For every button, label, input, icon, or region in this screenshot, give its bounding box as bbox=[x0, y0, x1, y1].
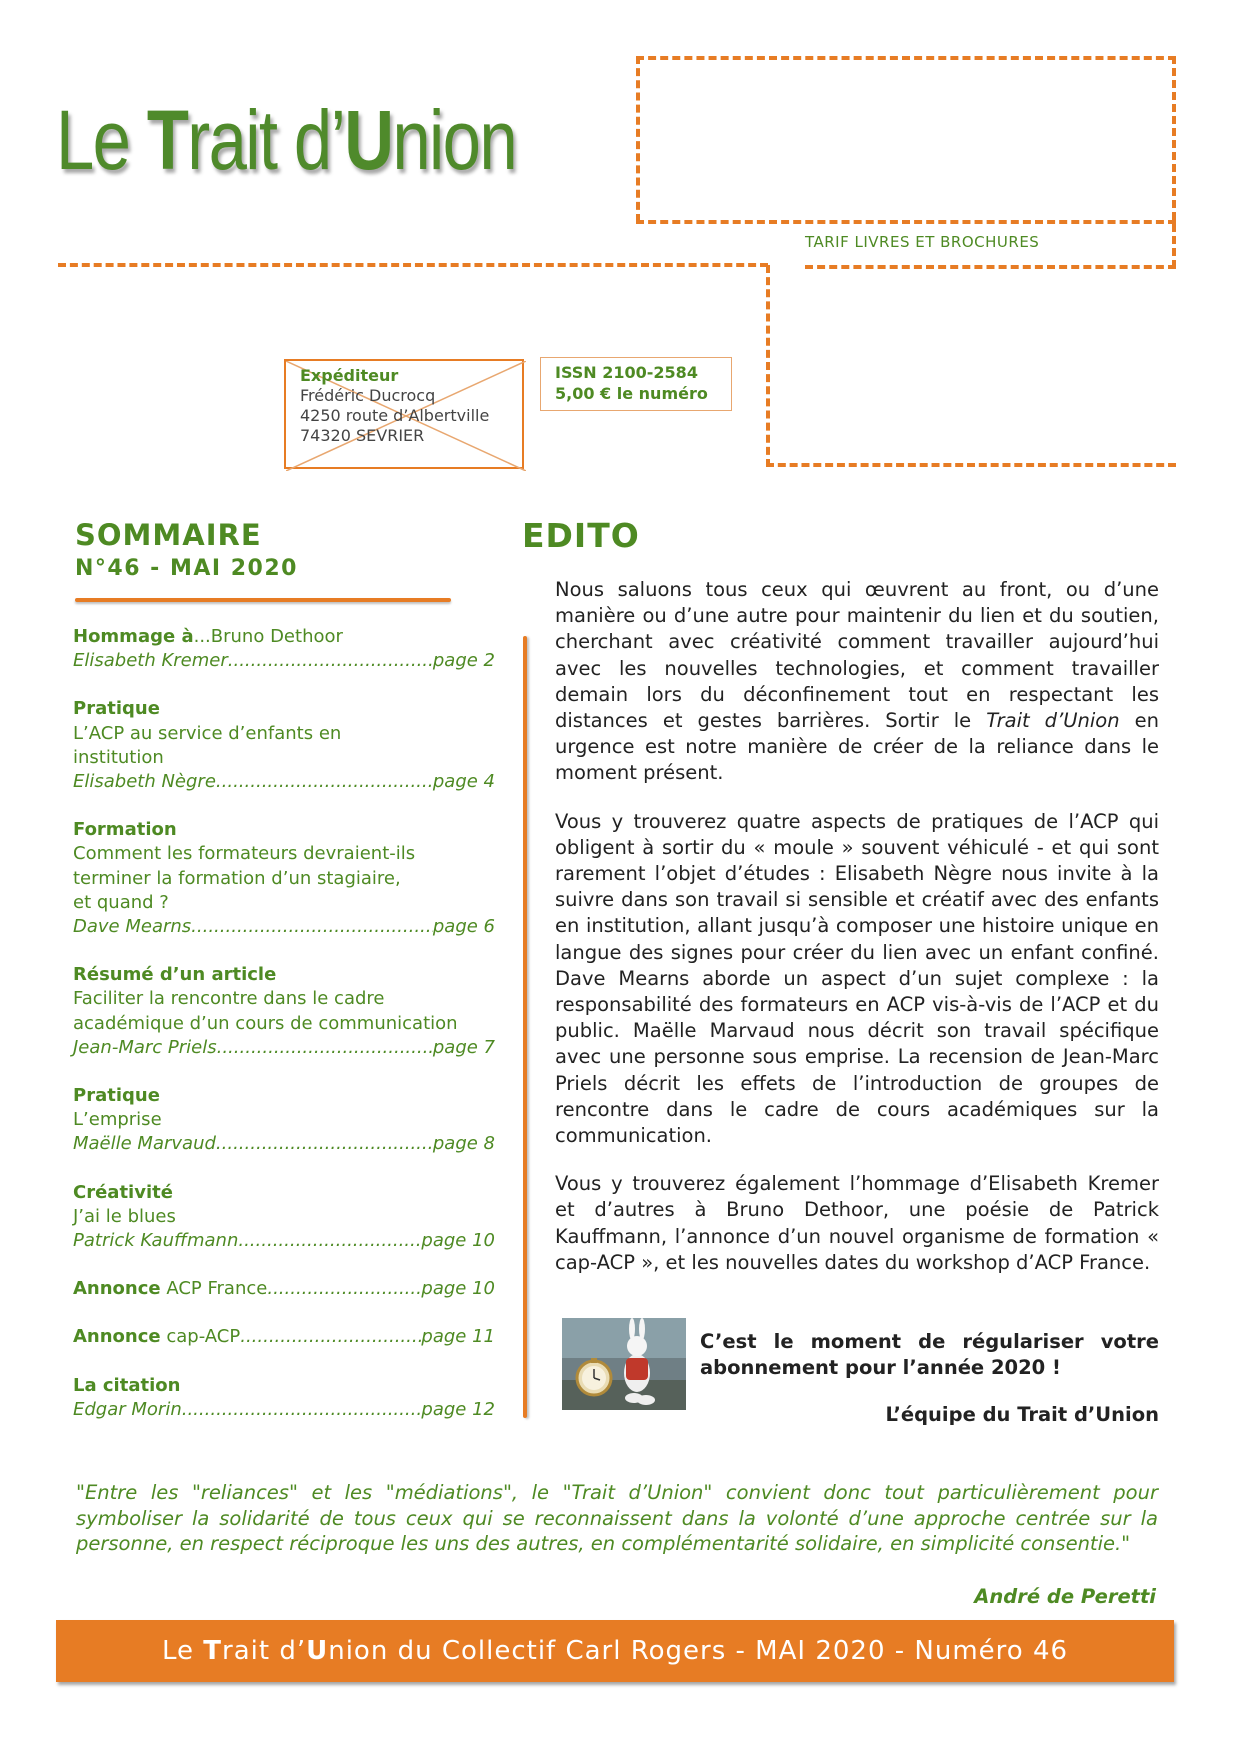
toc-title: et quand ? bbox=[73, 891, 169, 913]
edito-signature: L’équipe du Trait d’Union bbox=[885, 1403, 1159, 1426]
citation-author: André de Peretti bbox=[974, 1585, 1156, 1608]
toc-page: page 6 bbox=[432, 916, 495, 938]
sender-address bbox=[300, 366, 489, 446]
issue-price: 5,00 € le numéro bbox=[555, 384, 708, 403]
sommaire-title: SOMMAIRE bbox=[75, 518, 262, 552]
toc-author: Maëlle Marvaud bbox=[73, 1133, 216, 1155]
toc-entry bbox=[73, 1084, 495, 1157]
toc-title: académique d’un cours de communication bbox=[73, 1012, 458, 1034]
sender-label: Expéditeur bbox=[300, 366, 399, 385]
toc-section: Résumé d’un article bbox=[73, 964, 277, 986]
sender-street: 4250 route d’Albertville bbox=[300, 406, 490, 425]
toc-page: page 4 bbox=[432, 771, 495, 793]
toc-title: ...Bruno Dethoor bbox=[193, 626, 343, 647]
citation-quote: "Entre les "reliances" et les "médiations", le "Trait d’Union" convient donc tout particulièrement pour symboliser la solidarité de tous ceux qui se reconnaissent dans la volonté d’une approche centrée sur la personne, en respect réciproque les uns des autres, en complémentarité solidaire, en simplicité consentie." bbox=[76, 1481, 1158, 1555]
toc-title: ACP France bbox=[160, 1278, 268, 1300]
toc-entry bbox=[73, 1374, 495, 1422]
toc-author: Jean-Marc Priels bbox=[73, 1036, 217, 1058]
toc-author: Elisabeth Nègre bbox=[73, 771, 216, 793]
sender-name: Frédéric Ducrocq bbox=[300, 386, 436, 405]
sender-city: 74320 SEVRIER bbox=[300, 426, 425, 445]
toc-entry bbox=[73, 1277, 495, 1301]
dashed-frame-bottom bbox=[766, 463, 1176, 467]
toc-section: Formation bbox=[73, 819, 177, 841]
toc-title: L’emprise bbox=[73, 1109, 162, 1131]
toc-section: Annonce bbox=[73, 1326, 161, 1348]
toc-section: Annonce bbox=[73, 1278, 161, 1300]
dashed-frame-right bbox=[1172, 56, 1176, 268]
toc-page: page 2 bbox=[432, 650, 495, 672]
edito-title: EDITO bbox=[522, 516, 640, 555]
column-divider bbox=[523, 636, 527, 1418]
toc-page: page 8 bbox=[432, 1133, 495, 1155]
dashed-frame-lower-left bbox=[766, 265, 770, 467]
edito-paragraph: Vous y trouverez quatre aspects de pratiques de l’ACP qui obligent à sortir du « moule » souvent véhiculé - et qui sont rarement l’objet d’études : Elisabeth Nègre nous invite à la suivre dans son travail si sensible et créatif avec des enfants en institution, allant jusqu’à composer une histoire unique en langue des signes pour créer du lien avec un enfant confiné. Dave Mearns aborde un aspect d’un sujet complexe : la responsabilité des formateurs en ACP vis-à-vis de l’ACP et du public. Maëlle Marvaud nous décrit son travail spécifique avec une personne sous emprise. La recension de Jean-Marc Priels décrit les effets de l’introduction de groupes de rencontre dans le cadre de cours académiques sur la communication. bbox=[555, 809, 1159, 1148]
issn-number: ISSN 2100-2584 bbox=[555, 363, 698, 382]
toc-author: Edgar Morin bbox=[73, 1398, 182, 1420]
issn-box bbox=[540, 357, 732, 411]
dashed-line-top-left bbox=[58, 263, 768, 267]
toc-title: institution bbox=[73, 746, 164, 768]
table-of-contents bbox=[73, 625, 495, 1446]
white-rabbit-illustration bbox=[562, 1318, 686, 1410]
toc-title: Comment les formateurs devraient-ils bbox=[73, 843, 416, 865]
dashed-frame-middle bbox=[636, 220, 1176, 224]
toc-author: Elisabeth Kremer bbox=[73, 650, 228, 672]
toc-entry bbox=[73, 963, 495, 1060]
toc-title: cap-ACP bbox=[160, 1326, 241, 1348]
toc-section: Pratique bbox=[73, 698, 160, 720]
toc-section: La citation bbox=[73, 1374, 181, 1396]
edito-paragraph: Vous y trouverez également l’hommage d’Elisabeth Kremer et d’autres à Bruno Dethoor, une poésie de Patrick Kauffmann, l’annonce d’un nouvel organisme de formation « cap-ACP », et les nouvelles dates du workshop d’ACP France. bbox=[555, 1172, 1159, 1274]
toc-entry bbox=[73, 1181, 495, 1254]
toc-page: page 10 bbox=[421, 1278, 495, 1300]
toc-entry bbox=[73, 625, 495, 673]
toc-title: Faciliter la rencontre dans le cadre bbox=[73, 988, 385, 1010]
toc-entry bbox=[73, 818, 495, 939]
footer-banner: Le Trait d’Union du Collectif Carl Rogers - MAI 2020 - Numéro 46 bbox=[56, 1620, 1174, 1682]
toc-section: Pratique bbox=[73, 1085, 160, 1107]
toc-page: page 12 bbox=[421, 1398, 495, 1420]
toc-title: terminer la formation d’un stagiaire, bbox=[73, 867, 401, 889]
edito-paragraph: Nous saluons tous ceux qui œuvrent au front, ou d’une manière ou d’une autre pour maintenir du lien et du soutien, cherchant avec créativité comment travailler aujourd’hui avec les nouvelles technologies, et comment travailler demain lors du déconfinement tout en respectant les distances et gestes barrières. Sortir le Trait d’Union en urgence est notre manière de créer de la reliance dans le moment présent. bbox=[555, 578, 1160, 785]
subscription-reminder: C’est le moment de régulariser votre abonnement pour l’année 2020 ! bbox=[700, 1330, 1159, 1379]
dashed-frame-left bbox=[636, 56, 640, 222]
dashed-line-right bbox=[805, 265, 1176, 269]
sommaire-divider bbox=[75, 598, 451, 602]
edito-body bbox=[555, 577, 1159, 1298]
dashed-frame-top bbox=[636, 56, 1176, 60]
toc-page: page 7 bbox=[432, 1036, 495, 1058]
masthead-title: Le Trait d’Union bbox=[56, 93, 517, 187]
toc-page: page 10 bbox=[421, 1230, 495, 1252]
toc-title: J’ai le blues bbox=[73, 1205, 176, 1227]
toc-entry bbox=[73, 1325, 495, 1349]
toc-page: page 11 bbox=[421, 1326, 495, 1348]
toc-entry bbox=[73, 697, 495, 794]
toc-author: Patrick Kauffmann bbox=[73, 1230, 239, 1252]
toc-section: Hommage à bbox=[73, 626, 194, 647]
toc-section: Créativité bbox=[73, 1181, 173, 1203]
toc-author: Dave Mearns bbox=[73, 916, 192, 938]
sommaire-issue: N°46 - MAI 2020 bbox=[75, 556, 298, 581]
tarif-label: TARIF LIVRES ET BROCHURES bbox=[805, 233, 1040, 251]
toc-title: L’ACP au service d’enfants en bbox=[73, 722, 342, 744]
